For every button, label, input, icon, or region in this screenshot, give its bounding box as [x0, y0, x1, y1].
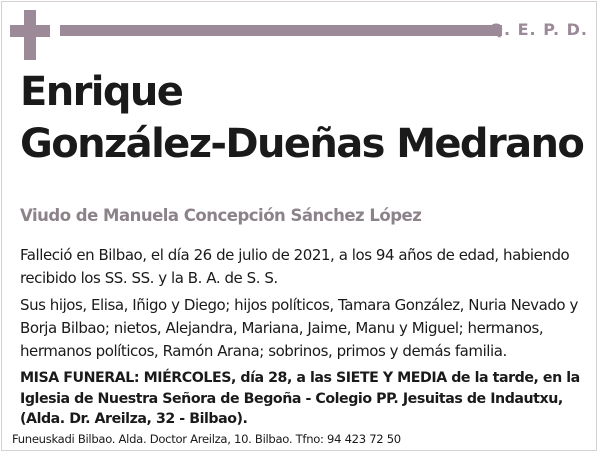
- family-list: Sus hijos, Elisa, Iñigo y Diego; hijos políticos, Tamara González, Nuria Nevado y Borja Bilbao; nietos, Alejandra, Mariana, Jaime, Manu y Miguel; hermanos, hermanos políticos, Ramón Arana; sobrinos, primos y demás familia.: [20, 296, 578, 360]
- death-notice: Falleció en Bilbao, el día 26 de julio de 2021, a los 94 años de edad, habiendo recibido los SS. SS. y la B. A. de S. S.: [20, 246, 570, 287]
- funeral-home-footer: Funeuskadi Bilbao. Alda. Doctor Areilza, 10. Bilbao. Tfno: 94 423 72 50: [12, 432, 401, 446]
- funeral-mass-details: MISA FUNERAL: MIÉRCOLES, día 28, a las SIETE Y MEDIA de la tarde, en la Iglesia de Nuestra Señora de Begoña - Colegio PP. Jesuitas de Indautxu, (Alda. Dr. Areilza, 32 - Bilbao).: [20, 370, 580, 427]
- first-name: Enrique: [20, 69, 183, 115]
- deceased-name: [20, 66, 590, 170]
- header-bar: [60, 25, 502, 36]
- cross-horizontal-bar: [10, 25, 50, 37]
- widower-line: Viudo de Manuela Concepción Sánchez López: [20, 206, 422, 225]
- qepd-label: Q. E. P. D.: [489, 20, 588, 39]
- surnames: González-Dueñas Medrano: [20, 121, 584, 167]
- cross-icon: [10, 10, 50, 60]
